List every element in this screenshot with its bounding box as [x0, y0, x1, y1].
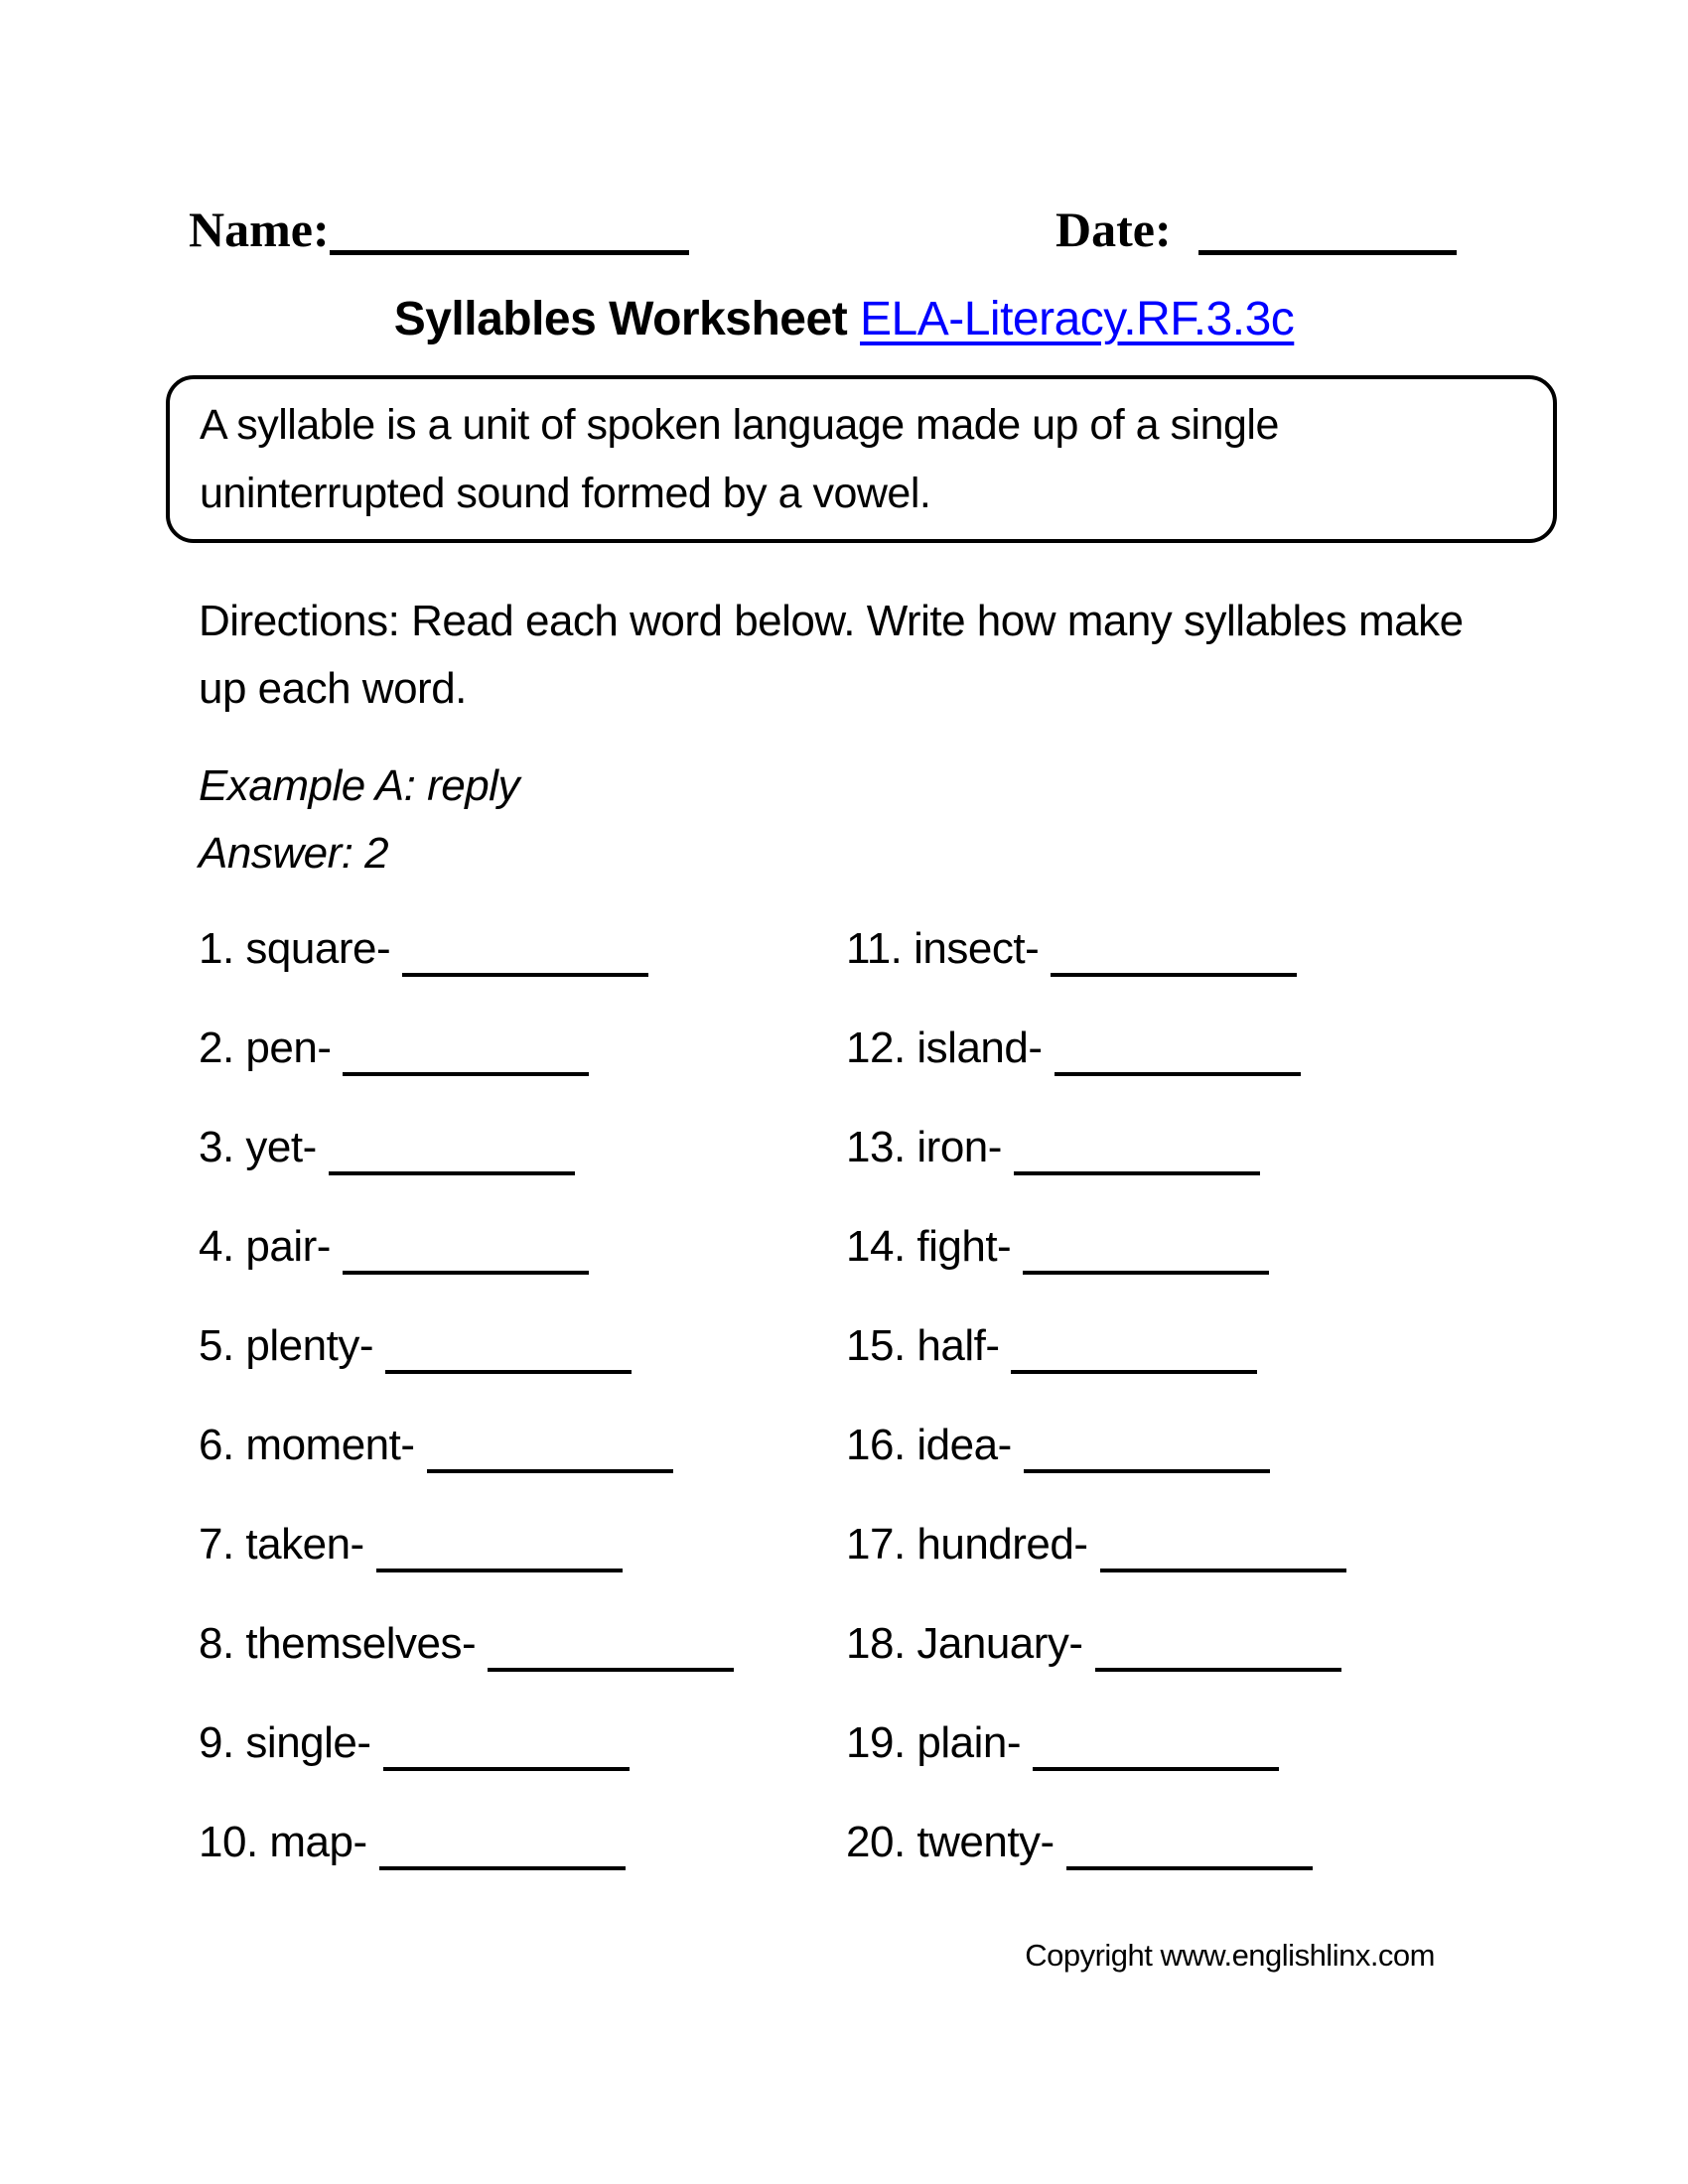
item-row	[199, 1221, 854, 1320]
answer-blank	[1051, 973, 1297, 977]
item-row	[199, 1618, 854, 1717]
item-label: 6. moment-	[199, 1421, 415, 1469]
item-label: 1. square-	[199, 924, 391, 973]
item-row	[846, 1717, 1501, 1817]
item-row	[199, 1717, 854, 1817]
item-label: 15. half-	[846, 1321, 1000, 1370]
answer-blank	[1066, 1866, 1313, 1870]
answer-blank	[383, 1767, 630, 1771]
item-row	[199, 1817, 854, 1916]
item-row	[199, 923, 854, 1023]
answer-blank	[329, 1171, 575, 1175]
definition-box	[166, 375, 1557, 543]
item-row	[199, 1023, 854, 1122]
item-label: 14. fight-	[846, 1222, 1012, 1271]
item-label: 16. idea-	[846, 1421, 1012, 1469]
item-row	[846, 1817, 1501, 1916]
answer-blank	[402, 973, 648, 977]
example-block	[199, 752, 519, 887]
item-label: 5. plenty-	[199, 1321, 373, 1370]
item-label: 2. pen-	[199, 1024, 332, 1072]
item-row	[846, 923, 1501, 1023]
answer-blank	[385, 1370, 632, 1374]
example-answer-line: Answer: 2	[199, 829, 389, 878]
answer-blank	[1011, 1370, 1257, 1374]
answer-blank	[488, 1668, 734, 1672]
item-row	[846, 1618, 1501, 1717]
item-row	[199, 1420, 854, 1519]
item-label: 12. island-	[846, 1024, 1043, 1072]
answer-blank	[1024, 1469, 1270, 1473]
item-label: 20. twenty-	[846, 1818, 1055, 1866]
answer-blank	[1055, 1072, 1301, 1076]
item-label: 9. single-	[199, 1718, 371, 1767]
answer-blank	[1023, 1271, 1269, 1275]
answer-blank	[427, 1469, 673, 1473]
page-title	[0, 292, 1688, 346]
date-label: Date:	[1055, 202, 1172, 257]
name-write-line	[330, 250, 689, 255]
answer-blank	[343, 1072, 589, 1076]
item-row	[199, 1519, 854, 1618]
item-row	[846, 1023, 1501, 1122]
item-row	[199, 1320, 854, 1420]
item-label: 13. iron-	[846, 1123, 1002, 1171]
item-label: 4. pair-	[199, 1222, 331, 1271]
item-row	[846, 1420, 1501, 1519]
items-column-right	[846, 923, 1501, 1916]
answer-blank	[376, 1569, 623, 1572]
answer-blank	[1033, 1767, 1279, 1771]
item-label: 19. plain-	[846, 1718, 1022, 1767]
item-label: 7. taken-	[199, 1520, 364, 1569]
item-row	[846, 1221, 1501, 1320]
answer-blank	[1095, 1668, 1341, 1672]
standard-link[interactable]: ELA-Literacy.RF.3.3c	[860, 293, 1295, 345]
title-text: Syllables Worksheet	[393, 293, 848, 345]
name-label: Name:	[189, 202, 330, 257]
items-column-left	[199, 923, 854, 1916]
item-label: 11. insect-	[846, 924, 1040, 973]
example-line: Example A: reply	[199, 761, 519, 810]
item-label: 8. themselves-	[199, 1619, 477, 1668]
definition-text: A syllable is a unit of spoken language made up of a single uninterrupted sound formed by a vowel.	[200, 401, 1279, 517]
answer-blank	[1100, 1569, 1346, 1572]
copyright-text: Copyright www.englishlinx.com	[1025, 1938, 1435, 1973]
answer-blank	[1014, 1171, 1260, 1175]
item-label: 18. January-	[846, 1619, 1083, 1668]
item-row	[199, 1122, 854, 1221]
answer-blank	[379, 1866, 626, 1870]
item-row	[846, 1320, 1501, 1420]
item-label: 3. yet-	[199, 1123, 317, 1171]
item-row	[846, 1122, 1501, 1221]
answer-blank	[343, 1271, 589, 1275]
item-row	[846, 1519, 1501, 1618]
date-write-line	[1198, 250, 1457, 255]
directions-text: Directions: Read each word below. Write how many syllables make up each word.	[199, 597, 1464, 713]
item-label: 10. map-	[199, 1818, 367, 1866]
item-label: 17. hundred-	[846, 1520, 1088, 1569]
